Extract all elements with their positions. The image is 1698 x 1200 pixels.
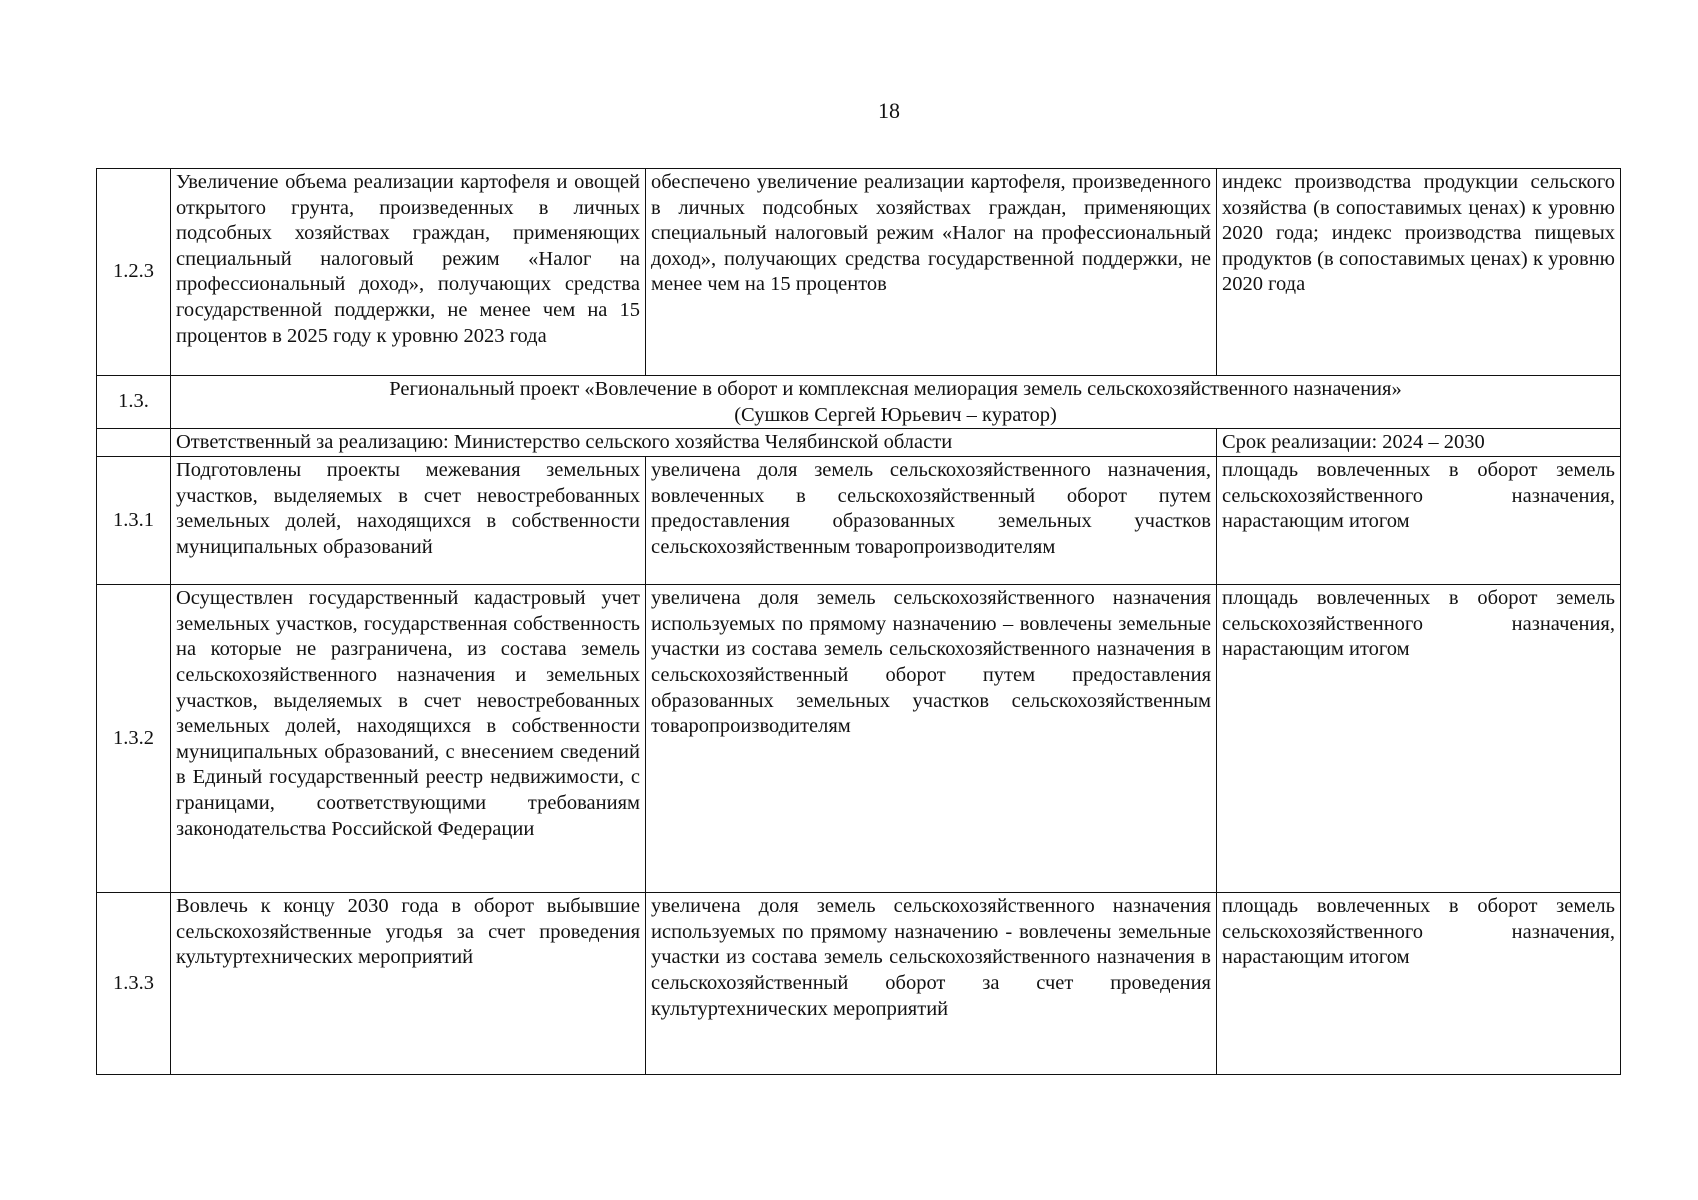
table-row	[97, 893, 1621, 1075]
empty-cell	[97, 429, 171, 457]
table-row	[97, 585, 1621, 893]
project-curator: (Сушков Сергей Юрьевич – куратор)	[734, 403, 1057, 426]
task-cell: Подготовлены проекты межевания земельных участков, выделяемых в счет невостребованных земельных долей, находящихся в собственности муниципальных образований	[171, 457, 646, 585]
row-number: 1.3.	[97, 376, 171, 429]
term-cell: Срок реализации: 2024 – 2030	[1217, 429, 1621, 457]
result-cell: увеличена доля земель сельскохозяйственного назначения, вовлеченных в сельскохозяйственный оборот путем предоставления образованных земельных участков сельскохозяйственным товаропроизводителям	[646, 457, 1217, 585]
responsible-cell: Ответственный за реализацию: Министерство сельского хозяйства Челябинской области	[171, 429, 1217, 457]
indicator-cell: площадь вовлеченных в оборот земель сельскохозяйственного назначения, нарастающим итогом	[1217, 893, 1621, 1075]
indicator-cell: индекс производства продукции сельского хозяйства (в сопоставимых ценах) к уровню 2020 года; индекс производства пищевых продуктов (в сопоставимых ценах) к уровню 2020 года	[1217, 169, 1621, 376]
project-title: Региональный проект «Вовлечение в оборот и комплексная мелиорация земель сельскохозяйственного назначения»	[389, 378, 1402, 400]
row-number: 1.3.3	[97, 893, 171, 1075]
project-title-cell	[171, 376, 1621, 429]
row-number: 1.3.1	[97, 457, 171, 585]
task-cell: Осуществлен государственный кадастровый учет земельных участков, государственная собственность на которые не разграничена, из состава земель сельскохозяйственного назначения и земельных участков, выделяемых в счет невостребованных земельных долей, находящихся в собственности муниципальных образований, с внесением сведений в Единый государственный реестр недвижимости, с границами, соответствующими требованиям законодательства Российской Федерации	[171, 585, 646, 893]
result-cell: обеспечено увеличение реализации картофеля, произведенного в личных подсобных хозяйствах граждан, применяющих специальный налоговый режим «Налог на профессиональный доход», получающих средства государственной поддержки, не менее чем на 15 процентов	[646, 169, 1217, 376]
project-row	[97, 376, 1621, 429]
row-number: 1.3.2	[97, 585, 171, 893]
table-row	[97, 169, 1621, 376]
indicator-cell: площадь вовлеченных в оборот земель сельскохозяйственного назначения, нарастающим итогом	[1217, 585, 1621, 893]
result-cell: увеличена доля земель сельскохозяйственного назначения используемых по прямому назначению - вовлечены земельные участки из состава земель сельскохозяйственного назначения в сельскохозяйственный оборот за счет проведения культуртехнических мероприятий	[646, 893, 1217, 1075]
row-number: 1.2.3	[97, 169, 171, 376]
result-cell: увеличена доля земель сельскохозяйственного назначения используемых по прямому назначению – вовлечены земельные участки из состава земель сельскохозяйственного назначения в сельскохозяйственный оборот путем предоставления образованных земельных участков сельскохозяйственным товаропроизводителям	[646, 585, 1217, 893]
table-row	[97, 457, 1621, 585]
task-cell: Вовлечь к концу 2030 года в оборот выбывшие сельскохозяйственные угодья за счет проведения культуртехнических мероприятий	[171, 893, 646, 1075]
indicator-cell: площадь вовлеченных в оборот земель сельскохозяйственного назначения, нарастающим итогом	[1217, 457, 1621, 585]
measures-table	[96, 168, 1621, 1075]
responsible-row	[97, 429, 1621, 457]
page-number: 18	[878, 98, 900, 123]
task-cell: Увеличение объема реализации картофеля и овощей открытого грунта, произведенных в личных подсобных хозяйствах граждан, применяющих специальный налоговый режим «Налог на профессиональный доход», получающих средства государственной поддержки, не менее чем на 15 процентов в 2025 году к уровню 2023 года	[171, 169, 646, 376]
